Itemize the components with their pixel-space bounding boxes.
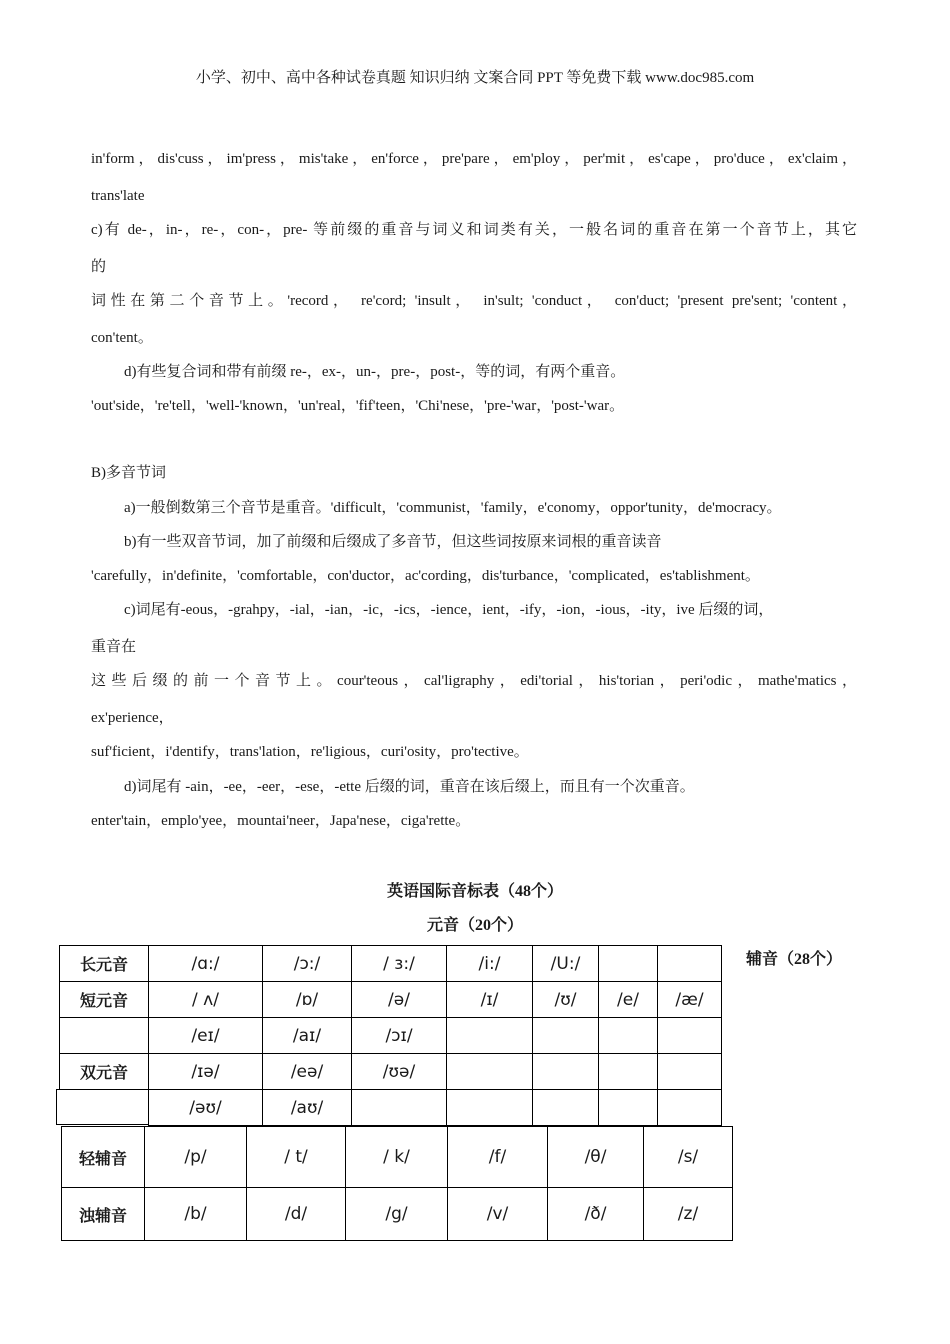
vowel-cell: /ɔ:/: [263, 946, 352, 982]
consonant-table: [61, 1126, 733, 1241]
vowel-cell: [352, 1090, 447, 1126]
text-line-9: B)多音节词: [91, 465, 167, 481]
table-offset-cell: [56, 1089, 148, 1125]
vowel-cell: /eɪ/: [149, 1018, 263, 1054]
text-line-17: suf'ficient，i'dentify，trans'lation，re'ligious，curi'osity，pro'tective。: [91, 744, 529, 760]
text-line-2: trans'late: [91, 188, 145, 204]
text-line-14: 重音在: [91, 639, 137, 655]
vowel-cell: /æ/: [658, 982, 722, 1018]
vowel-cell: [447, 1054, 533, 1090]
diphthong-label: 双元音: [60, 1054, 149, 1090]
text-line-4: 的: [91, 259, 107, 275]
text-line-13: c)词尾有-eous，-grahpy，-ial，-ian，-ic，-ics，-ience，ient，-ify，-ion，-ious，-ity，ive 后缀的词，: [124, 602, 774, 618]
consonant-section-title: 辅音（28个）: [746, 951, 843, 968]
consonant-cell: /θ/: [548, 1127, 644, 1188]
short-vowel-row: [60, 982, 722, 1018]
vowel-cell: [658, 946, 722, 982]
vowel-cell: [658, 1018, 722, 1054]
consonant-cell: /z/: [644, 1188, 733, 1241]
diphthong-row: [60, 1054, 722, 1090]
vowel-cell: /aʊ/: [263, 1090, 352, 1126]
vowel-cell: [599, 946, 658, 982]
voiced-consonant-row: [62, 1188, 733, 1241]
consonant-cell: / k/: [346, 1127, 448, 1188]
vowel-cell: [658, 1054, 722, 1090]
vowel-cell: /ʊ/: [533, 982, 599, 1018]
text-line-11: b)有一些双音节词，加了前缀和后缀成了多音节，但这些词按原来词根的重音读音: [124, 534, 662, 550]
vowel-cell: [533, 1090, 599, 1126]
vowel-cell: /i:/: [447, 946, 533, 982]
vowel-table: [59, 945, 722, 1126]
text-line-1: in'form，dis'cuss，im'press，mis'take，en'force，pre'pare，em'ploy，per'mit，es'cape，pro'duce，ex'claim，: [91, 151, 857, 167]
text-line-5: 词性在第二个音节上。'record， re'cord; 'insult， in'sult; 'conduct， con'duct; 'present pre'sent; 'content，: [91, 293, 857, 309]
phonetic-table-title: 英语国际音标表（48个）: [386, 883, 563, 900]
vowel-cell: [599, 1054, 658, 1090]
text-line-12: 'carefully，in'definite，'comfortable，con'ductor，ac'cording，dis'turbance，'complicated，es'tablishment。: [91, 568, 760, 584]
vowel-cell: /ɑ:/: [149, 946, 263, 982]
voiced-consonant-label: 浊辅音: [62, 1188, 145, 1241]
consonant-cell: / t/: [247, 1127, 346, 1188]
text-line-16: ex'perience，: [91, 710, 174, 726]
consonant-cell: /b/: [145, 1188, 247, 1241]
text-line-8: 'out'side，'re'tell，'well-'known，'un'real，'fif'teen，'Chi'nese，'pre-'war，'post-'war。: [91, 398, 625, 414]
consonant-cell: /s/: [644, 1127, 733, 1188]
vowel-cell: / ʌ/: [149, 982, 263, 1018]
consonant-cell: /g/: [346, 1188, 448, 1241]
text-line-6: con'tent。: [91, 330, 153, 346]
consonant-cell: /d/: [247, 1188, 346, 1241]
diphthong-row: [60, 1090, 722, 1126]
vowel-cell: /ɪə/: [149, 1054, 263, 1090]
vowel-cell: /eə/: [263, 1054, 352, 1090]
text-line-19: enter'tain，emplo'yee，mountai'neer，Japa'nese，ciga'rette。: [91, 813, 471, 829]
vowel-cell: /əʊ/: [149, 1090, 263, 1126]
text-line-18: d)词尾有 -ain，-ee，-eer，-ese，-ette 后缀的词，重音在该后缀上，而且有一个次重音。: [124, 779, 695, 795]
vowel-cell: [447, 1018, 533, 1054]
vowel-cell: /ɪ/: [447, 982, 533, 1018]
vowel-cell: [533, 1018, 599, 1054]
consonant-cell: /v/: [448, 1188, 548, 1241]
diphthong-row: [60, 1018, 722, 1054]
vowel-cell: /ɒ/: [263, 982, 352, 1018]
vowel-cell: [599, 1090, 658, 1126]
vowel-cell: [599, 1018, 658, 1054]
vowel-cell: / ɜ:/: [352, 946, 447, 982]
vowel-cell: [447, 1090, 533, 1126]
consonant-cell: /ð/: [548, 1188, 644, 1241]
vowel-cell: [658, 1090, 722, 1126]
consonant-cell: /p/: [145, 1127, 247, 1188]
voiceless-consonant-row: [62, 1127, 733, 1188]
text-line-3: c)有 de-，in-，re-，con-，pre- 等前缀的重音与词义和词类有关，一般名词的重音在第一个音节上，其它: [91, 222, 857, 238]
long-vowel-label: 长元音: [60, 946, 149, 982]
vowel-cell: /aɪ/: [263, 1018, 352, 1054]
text-line-10: a)一般倒数第三个音节是重音。'difficult，'communist，'family，e'conomy，oppor'tunity，de'mocracy。: [124, 500, 782, 516]
long-vowel-row: [60, 946, 722, 982]
consonant-cell: /f/: [448, 1127, 548, 1188]
vowel-cell: /U:/: [533, 946, 599, 982]
page-header: 小学、初中、高中各种试卷真题 知识归纳 文案合同 PPT 等免费下载 www.doc985.com: [195, 70, 755, 86]
vowel-cell: /ʊə/: [352, 1054, 447, 1090]
short-vowel-label: 短元音: [60, 982, 149, 1018]
vowel-cell: /e/: [599, 982, 658, 1018]
empty-label-cell: [60, 1018, 149, 1054]
text-line-7: d)有些复合词和带有前缀 re-，ex-，un-，pre-，post-，等的词，有两个重音。: [124, 364, 626, 380]
vowel-cell: /ə/: [352, 982, 447, 1018]
voiceless-consonant-label: 轻辅音: [62, 1127, 145, 1188]
text-line-15: 这些后缀的前一个音节上。cour'teous，cal'ligraphy，edi'torial，his'torian，peri'odic，mathe'matics，: [91, 673, 857, 689]
vowel-section-title: 元音（20个）: [426, 917, 523, 934]
vowel-cell: /ɔɪ/: [352, 1018, 447, 1054]
vowel-cell: [533, 1054, 599, 1090]
